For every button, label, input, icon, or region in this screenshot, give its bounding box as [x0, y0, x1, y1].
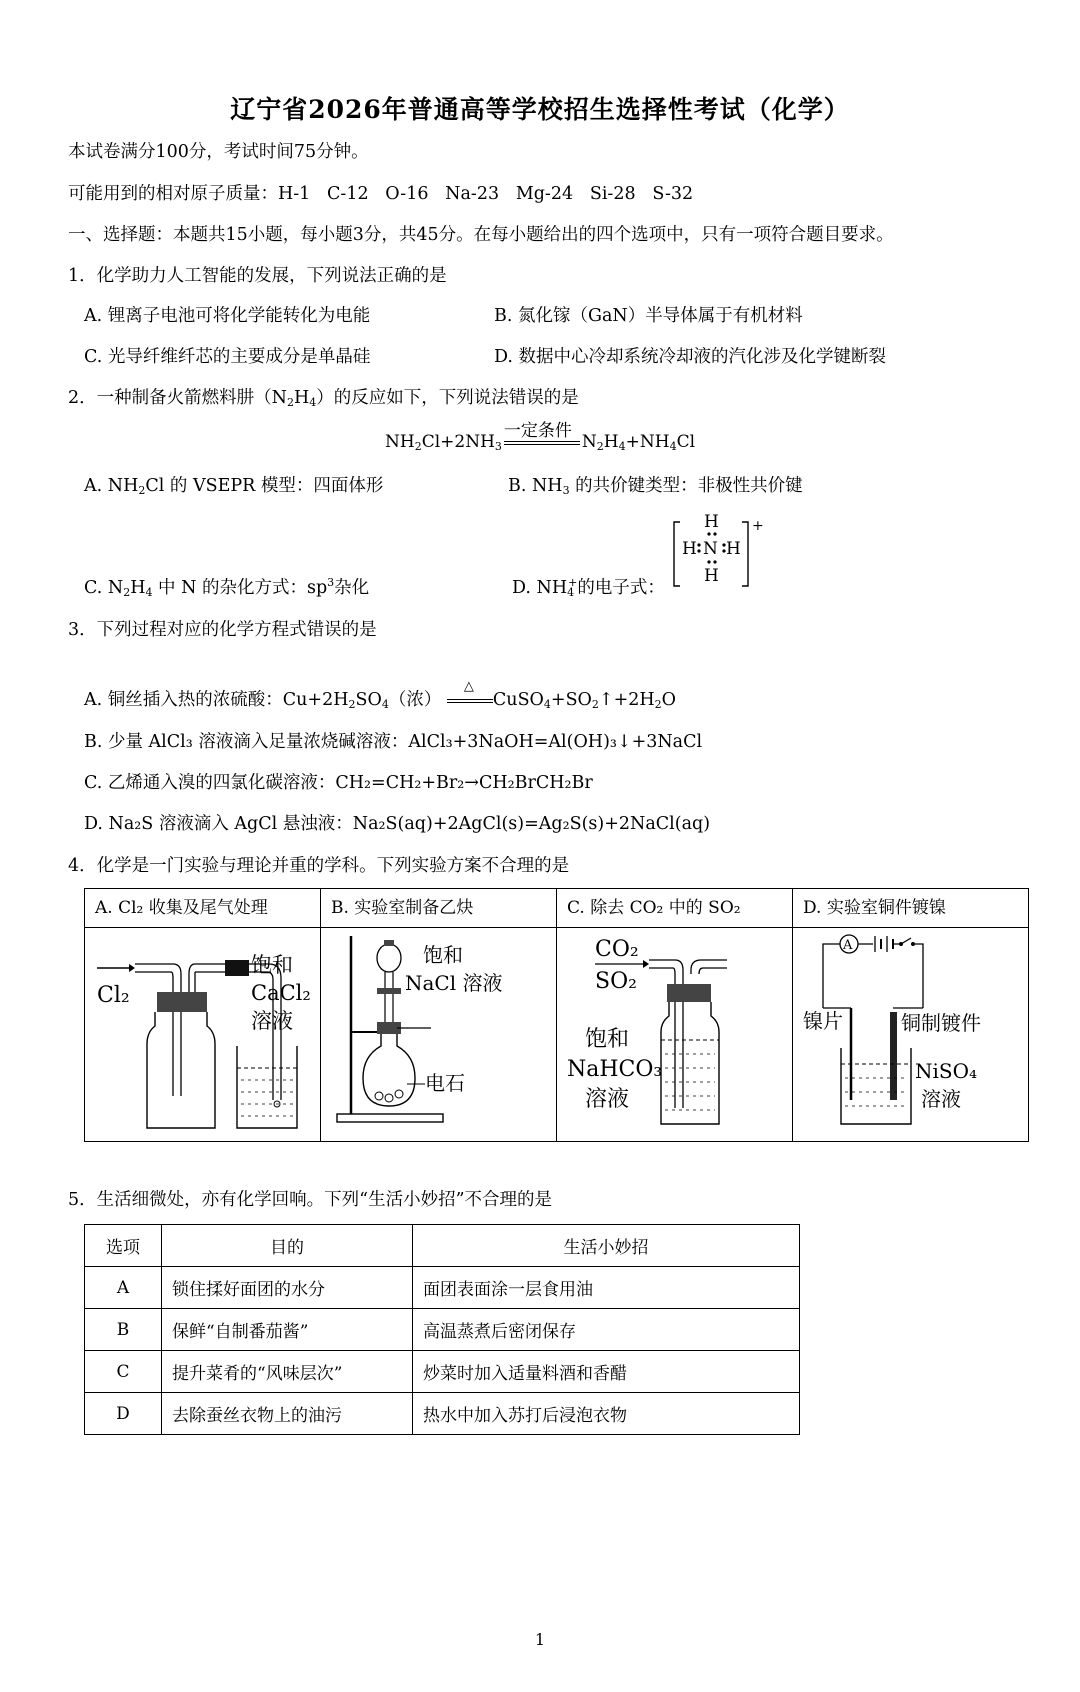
q5-row-b-tip: 高温蒸煮后密闭保存	[413, 1309, 800, 1351]
table-row	[85, 1309, 800, 1351]
svg-text:H: H	[704, 512, 719, 532]
solution-label-c: 溶液	[585, 1087, 630, 1112]
q3-option-c: C. 乙烯通入溴的四氯化碳溶液：CH₂=CH₂+Br₂→CH₂BrCH₂Br	[84, 773, 593, 793]
reaction-condition: 一定条件	[502, 432, 582, 451]
q5-row-a-tip: 面团表面涂一层食用油	[413, 1267, 800, 1309]
q4-diagram-d	[793, 928, 1029, 1142]
q5-header-purpose: 目的	[162, 1225, 413, 1267]
cl2-collection-apparatus	[85, 928, 320, 1136]
q5-header-option: 选项	[85, 1225, 162, 1267]
q1-option-d: D. 数据中心冷却系统冷却液的汽化涉及化学键断裂	[494, 347, 887, 367]
q5-row-b-purpose: 保鲜“自制番茄酱”	[162, 1309, 413, 1351]
atomic-mass-s: S-32	[652, 184, 694, 204]
atomic-mass-mg: Mg-24	[515, 184, 574, 204]
copper-part-label: 铜制镀件	[901, 1011, 981, 1035]
exam-info: 本试卷满分100分，考试时间75分钟。	[68, 142, 369, 162]
table-row	[85, 1393, 800, 1435]
q5-stem: 5．生活细微处，亦有化学回响。下列“生活小妙招”不合理的是	[68, 1190, 553, 1210]
q5-tips-table	[84, 1224, 800, 1435]
q4-header-a: A. Cl₂ 收集及尾气处理	[85, 889, 321, 928]
saturated-label-c: 饱和	[585, 1027, 630, 1052]
q5-row-a-purpose: 锁住揉好面团的水分	[162, 1267, 413, 1309]
solution-label-d: 溶液	[921, 1087, 961, 1111]
q2-option-c: C. $N_2H_4$ 中 N 的杂化方式：$sp^3$杂化	[84, 576, 370, 599]
ammonium-electron-formula	[672, 510, 762, 590]
q1-option-c: C. 光导纤维纤芯的主要成分是单晶硅	[84, 347, 371, 367]
solution-label-a: 溶液	[251, 1009, 293, 1033]
q4-header-d: D. 实验室铜件镀镍	[793, 889, 1029, 928]
atomic-mass-label: 可能用到的相对原子质量：	[68, 184, 278, 204]
q4-experiment-table	[84, 888, 1029, 1142]
q4-header-c: C. 除去 CO₂ 中的 SO₂	[557, 889, 793, 928]
q5-row-a-option: A	[85, 1267, 162, 1309]
cl2-label: Cl₂	[97, 983, 130, 1008]
calcium-carbide-label: 电石	[425, 1071, 465, 1095]
so2-label: SO₂	[595, 969, 637, 994]
section-heading: 一、选择题：本题共15小题，每小题3分，共45分。在每小题给出的四个选项中，只有一项符合题目要求。	[68, 225, 894, 245]
q1-option-a: A. 锂离子电池可将化学能转化为电能	[84, 306, 371, 326]
atomic-mass-line	[68, 180, 693, 205]
q1-stem: 1．化学助力人工智能的发展，下列说法正确的是	[68, 266, 447, 286]
table-row	[85, 1267, 800, 1309]
q2-option-a: A. $NH_2Cl$ 的 VSEPR 模型：四面体形	[84, 476, 384, 497]
svg-text:H: H	[726, 539, 741, 559]
q5-row-d-tip: 热水中加入苏打后浸泡衣物	[413, 1393, 800, 1435]
q4-diagram-a	[85, 928, 321, 1142]
q2-stem: 2．一种制备火箭燃料肼$(N_2H_4)$的反应如下，下列说法错误的是	[68, 388, 579, 409]
q3-option-d: D. Na₂S 溶液滴入 AgCl 悬浊液：Na₂S(aq)+2AgCl(s)=Ag₂S(s)+2NaCl(aq)	[84, 814, 711, 834]
svg-text:H: H	[704, 566, 719, 586]
nacl-solution-label: NaCl 溶液	[405, 971, 503, 995]
q3-option-b: B. 少量 AlCl₃ 溶液滴入足量浓烧碱溶液：AlCl₃+3NaOH=Al(OH)₃↓+3NaCl	[84, 732, 703, 752]
q4-diagram-c	[557, 928, 793, 1142]
q5-row-b-option: B	[85, 1309, 162, 1351]
q5-header-tip: 生活小妙招	[413, 1225, 800, 1267]
saturated-label-a: 饱和	[251, 953, 293, 977]
atomic-mass-h: H-1	[278, 184, 311, 204]
q5-row-c-option: C	[85, 1351, 162, 1393]
svg-text:+: +	[752, 518, 764, 534]
q5-row-d-option: D	[85, 1393, 162, 1435]
svg-text:H: H	[682, 539, 697, 559]
niso4-label: NiSO₄	[915, 1059, 978, 1083]
q4-diagram-b	[321, 928, 557, 1142]
q1-option-b: B. 氮化镓（GaN）半导体属于有机材料	[494, 306, 803, 326]
table-row	[85, 1351, 800, 1393]
heat-condition: △	[447, 699, 493, 703]
atomic-mass-si: Si-28	[589, 184, 636, 204]
q2-option-b: B. $NH_3$ 的共价键类型：非极性共价键	[508, 476, 803, 497]
saturated-label-b: 饱和	[423, 943, 463, 967]
q4-header-b: B. 实验室制备乙炔	[321, 889, 557, 928]
atomic-mass-na: Na-23	[445, 184, 500, 204]
q5-row-c-purpose: 提升菜肴的“风味层次”	[162, 1351, 413, 1393]
q5-row-d-purpose: 去除蚕丝衣物上的油污	[162, 1393, 413, 1435]
cacl2-label: CaCl₂	[251, 981, 311, 1005]
co2-label: CO₂	[595, 937, 639, 962]
q5-row-c-tip: 炒菜时加入适量料酒和香醋	[413, 1351, 800, 1393]
q3-stem: 3．下列过程对应的化学方程式错误的是	[68, 620, 377, 640]
q2-option-d: D. $NH_4^+$的电子式：	[512, 576, 665, 599]
q3-option-a: A. 铜丝插入热的浓硫酸：$Cu+2H_2SO_4$（浓） △ $CuSO_4+SO_2↑+2H_2O$	[84, 678, 676, 711]
q2-equation: $NH_2Cl+2NH_3$ 一定条件 $N_2H_4+NH_4Cl$	[384, 421, 696, 453]
atomic-mass-c: C-12	[327, 184, 369, 204]
ammeter-label: A	[843, 938, 853, 953]
acetylene-apparatus	[321, 928, 556, 1136]
svg-text:N: N	[703, 539, 718, 559]
q4-stem: 4．化学是一门实验与理论并重的学科。下列实验方案不合理的是	[68, 856, 570, 876]
nickel-sheet-label: 镍片	[803, 1009, 843, 1033]
so2-removal-apparatus	[557, 928, 792, 1136]
page-number: 1	[534, 1630, 546, 1649]
nahco3-label: NaHCO₃	[567, 1057, 663, 1082]
atomic-mass-o: O-16	[385, 184, 429, 204]
page-title: 辽宁省2026年普通高等学校招生选择性考试（化学）	[230, 95, 850, 124]
nickel-plating-apparatus	[793, 928, 1028, 1136]
